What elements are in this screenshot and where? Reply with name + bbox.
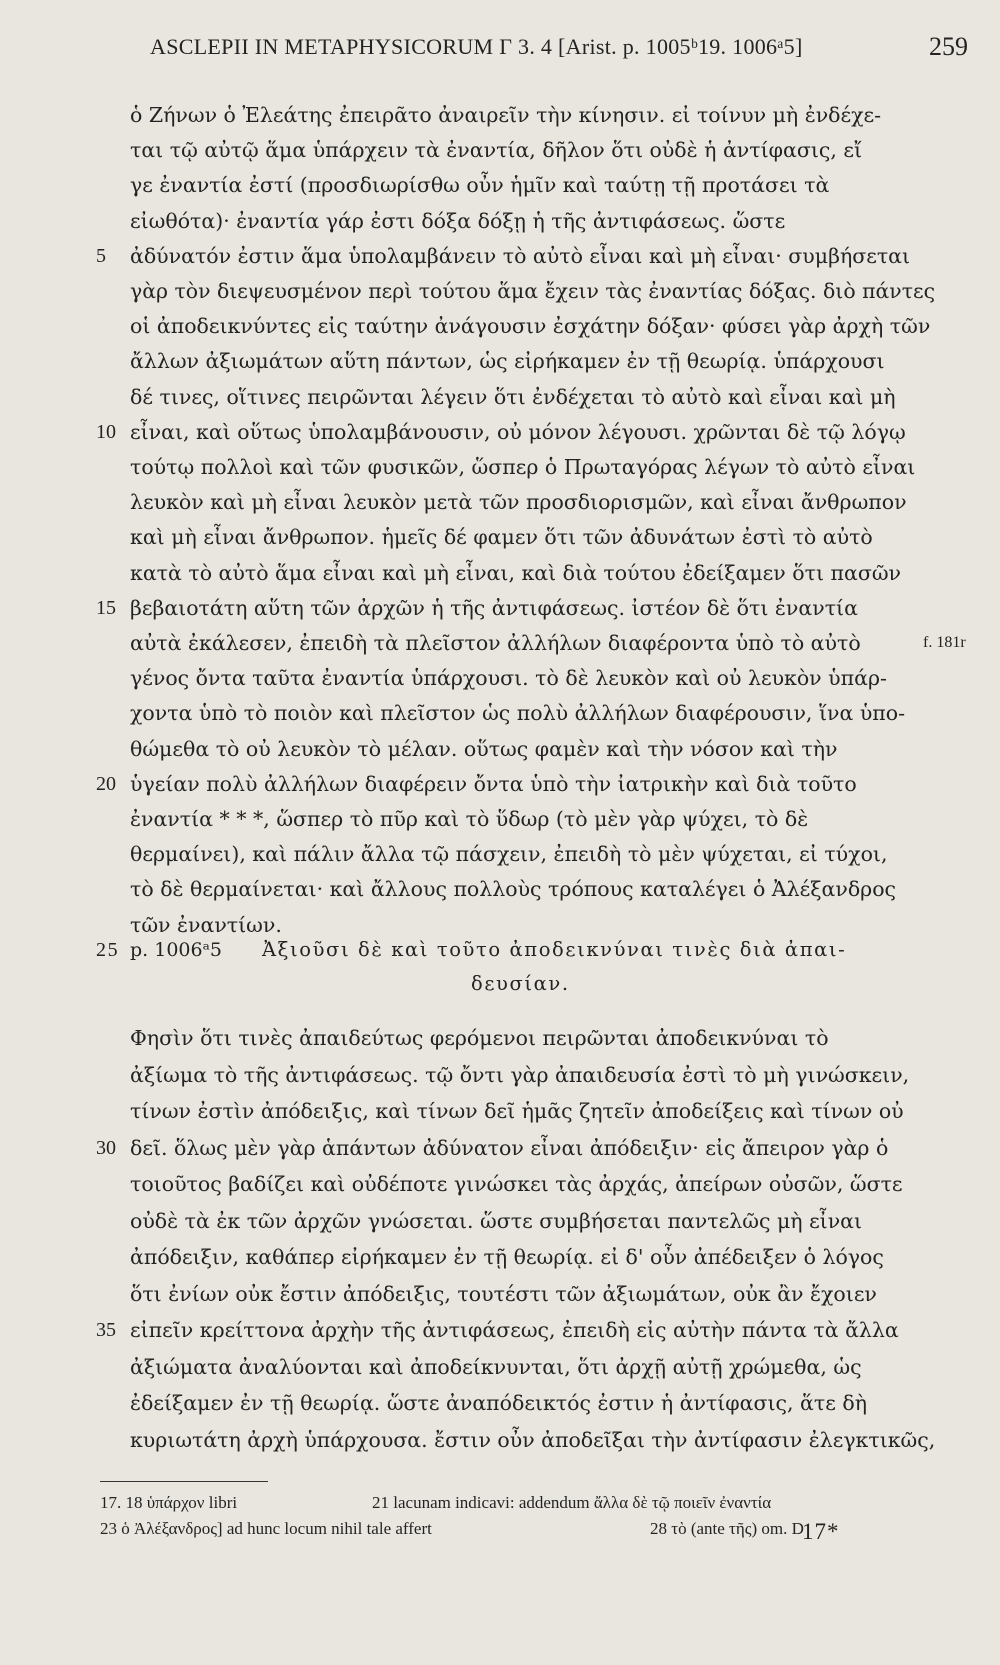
line-text: κυριωτάτη ἀρχὴ ὑπάρχουσα. ἔστιν οὖν ἀποδεῖξαι τὴν ἀντίφασιν ἐλεγκτικῶς, (130, 1427, 936, 1452)
lemma-line-1 (0, 932, 1000, 968)
line-text: κατὰ τὸ αὐτὸ ἅμα εἶναι καὶ μὴ εἶναι, καὶ διὰ τούτου ἐδείξαμεν ὅτι πασῶν (130, 560, 902, 585)
text-line (0, 519, 1000, 555)
line-text: ἀξιώματα ἀναλύονται καὶ ἀποδείκνυνται, ὅτι ἀρχῇ αὐτῇ χρώμεθα, ὡς (130, 1354, 862, 1379)
line-text: ἀπόδειξιν, καθάπερ εἰρήκαμεν ἐν τῇ θεωρίᾳ. εἰ δ' οὖν ἀπέδειξεν ὁ λόγος (130, 1245, 884, 1269)
line-text: ἀδύνατόν ἐστιν ἅμα ὑπολαμβάνειν τὸ αὐτὸ εἶναι καὶ μὴ εἶναι· συμβήσεται (130, 243, 911, 268)
signature-mark: 17* (802, 1519, 840, 1544)
text-line (0, 766, 1000, 802)
line-text: ἀξίωμα τὸ τῆς ἀντιφάσεως. τῷ ὄντι γὰρ ἀπαιδευσία ἐστὶ τὸ μὴ γινώσκειν, (130, 1062, 910, 1087)
line-number: 35 (96, 1319, 116, 1341)
text-line (0, 1166, 1000, 1202)
line-text: εἶναι, καὶ οὕτως ὑπολαμβάνουσιν, οὐ μόνον λέγουσι. χρῶνται δὲ τῷ λόγῳ (130, 419, 906, 444)
text-line (0, 1020, 1000, 1056)
line-text: οὐδὲ τὰ ἐκ τῶν ἀρχῶν γνώσεται. ὥστε συμβήσεται παντελῶς μὴ εἶναι (130, 1208, 863, 1233)
text-line (0, 203, 1000, 239)
text-line (0, 132, 1000, 168)
line-number: 15 (96, 596, 116, 619)
line-text: γένος ὄντα ταῦτα ἐναντία ὑπάρχουσι. τὸ δὲ λευκὸν καὶ οὐ λευκὸν ὑπάρ- (130, 666, 887, 691)
line-text: δεῖ. ὅλως μὲν γὰρ ἁπάντων ἀδύνατον εἶναι ἀπόδειξιν· εἰς ἄπειρον γὰρ ὁ (130, 1135, 889, 1160)
text-line (0, 1422, 1000, 1458)
line-text: ἐδείξαμεν ἐν τῇ θεωρίᾳ. ὥστε ἀναπόδεικτός ἐστιν ἡ ἀντίφασις, ἅτε δὴ (130, 1391, 867, 1415)
line-text: λευκὸν καὶ μὴ εἶναι λευκὸν μετὰ τῶν προσδιορισμῶν, καὶ εἶναι ἄνθρωπον (130, 490, 907, 515)
lemma-text: Ἀξιοῦσι δὲ καὶ τοῦτο ἀποδεικνύναι τινὲς διὰ ἀπαι- (262, 938, 847, 961)
text-line (0, 660, 1000, 696)
line-text: ἄλλων ἀξιωμάτων αὕτη πάντων, ὡς εἰρήκαμεν ἐν τῇ θεωρίᾳ. ὑπάρχουσι (130, 349, 885, 374)
text-line (0, 1239, 1000, 1275)
line-text: ται τῷ αὐτῷ ἅμα ὑπάρχειν τὰ ἐναντία, δῆλον ὅτι οὐδὲ ἡ ἀντίφασις, εἴ (130, 138, 863, 163)
footnote: 23 ὁ Ἀλέξανδρος] ad hunc locum nihil tale affert (100, 1519, 432, 1538)
line-text: ὑγείαν πολὺ ἀλλήλων διαφέρειν ὄντα ὑπὸ τὴν ἰατρικὴν καὶ διὰ τοῦτο (130, 771, 857, 796)
line-text: τίνων ἐστὶν ἀπόδειξις, καὶ τίνων δεῖ ἡμᾶς ζητεῖν ἀποδείξεις καὶ τίνων οὐ (130, 1099, 904, 1123)
text-line (0, 484, 1000, 520)
text-line (0, 449, 1000, 485)
text-line (0, 1385, 1000, 1421)
line-text: τούτῳ πολλοὶ καὶ τῶν φυσικῶν, ὥσπερ ὁ Πρωταγόρας λέγων τὸ αὐτὸ εἶναι (130, 455, 916, 479)
line-text: τοιοῦτος βαδίζει καὶ οὐδέποτε γινώσκει τὰς ἀρχάς, ἀπείρων οὐσῶν, ὥστε (130, 1172, 903, 1196)
text-line (0, 167, 1000, 203)
line-text: εἰπεῖν κρείττονα ἀρχὴν τῆς ἀντιφάσεως, ἐπειδὴ εἰς αὐτὴν πάντα τὰ ἄλλα (130, 1318, 899, 1342)
lemma-text: δευσίαν. (471, 972, 570, 995)
text-line (0, 1203, 1000, 1239)
line-text: καὶ μὴ εἶναι ἄνθρωπον. ἡμεῖς δέ φαμεν ὅτι τῶν ἀδυνάτων ἐστὶ τὸ αὐτὸ (130, 525, 873, 550)
text-line (0, 414, 1000, 450)
running-title: ASCLEPII IN METAPHYSICORUM Γ 3. 4 [Arist. p. 1005ᵇ19. 1006ᵃ5] (150, 34, 803, 59)
line-text: τὸ δὲ θερμαίνεται· καὶ ἄλλους πολλοὺς τρόπους καταλέγει ὁ Ἀλέξανδρος (130, 877, 897, 902)
lemma-line-2 (0, 966, 1000, 1002)
line-text: γε ἐναντία ἐστί (προσδιωρίσθω οὖν ἡμῖν καὶ ταύτῃ τῇ προτάσει τὰ (130, 173, 830, 198)
text-line (0, 238, 1000, 274)
line-text: εἰωθότα)· ἐναντία γάρ ἐστι δόξα δόξῃ ἡ τῆς ἀντιφάσεως. ὥστε (130, 208, 786, 233)
text-line (0, 836, 1000, 872)
text-line (0, 1312, 1000, 1348)
line-number: 25 (96, 939, 120, 961)
footnote: 21 lacunam indicavi: addendum ἄλλα δὲ τῷ ποιεῖν ἐναντία (372, 1493, 772, 1512)
line-number: 10 (96, 420, 116, 443)
line-number: 5 (96, 244, 106, 267)
text-line (0, 379, 1000, 415)
text-line (0, 871, 1000, 907)
line-text: ὅτι ἐνίων οὐκ ἔστιν ἀπόδειξις, τουτέστι τῶν ἀξιωμάτων, οὐκ ἂν ἔχοιεν (130, 1281, 877, 1306)
text-line (0, 343, 1000, 379)
text-line (0, 1130, 1000, 1166)
text-line (0, 1349, 1000, 1385)
text-line (0, 1093, 1000, 1129)
text-line (0, 801, 1000, 837)
page-number: 259 (929, 32, 968, 61)
line-text: χοντα ὑπὸ τὸ ποιὸν καὶ πλεῖστον ὡς πολὺ ἀλλήλων διαφέρουσιν, ἵνα ὑπο- (130, 701, 906, 726)
line-text: ἐναντία * * *, ὥσπερ τὸ πῦρ καὶ τὸ ὕδωρ (τὸ μὲν γὰρ ψύχει, τὸ δὲ (130, 807, 809, 831)
text-line (0, 97, 1000, 133)
line-text: γὰρ τὸν διεψευσμένον περὶ τούτου ἅμα ἔχειν τὰς ἐναντίας δόξας. διὸ πάντες (130, 279, 936, 303)
text-line (0, 590, 1000, 626)
footnote: 28 τὸ (ante τῆς) om. D (650, 1519, 804, 1538)
text-line (0, 308, 1000, 344)
text-line (0, 273, 1000, 309)
footnote-rule (100, 1481, 268, 1482)
page-header (0, 34, 1000, 74)
line-text: ὁ Ζήνων ὁ Ἐλεάτης ἐπειρᾶτο ἀναιρεῖν τὴν κίνησιν. εἰ τοίνυν μὴ ἐνδέχε- (130, 103, 882, 127)
line-text: θερμαίνει), καὶ πάλιν ἄλλα τῷ πάσχειν, ἐπειδὴ τὸ μὲν ψύχεται, εἰ τύχοι, (130, 842, 888, 867)
text-line (0, 625, 1000, 661)
text-line (0, 555, 1000, 591)
text-line (0, 695, 1000, 731)
footnote: 17. 18 ὑπάρχον libri (100, 1493, 238, 1512)
line-text: δέ τινες, οἵτινες πειρῶνται λέγειν ὅτι ἐνδέχεται τὸ αὐτὸ καὶ εἶναι καὶ μὴ (130, 384, 896, 409)
line-text: αὐτὰ ἐκάλεσεν, ἐπειδὴ τὰ πλεῖστον ἀλλήλων διαφέροντα ὑπὸ τὸ αὐτὸ (130, 631, 861, 655)
line-text: τῶν ἐναντίων. (130, 912, 282, 937)
line-text: βεβαιοτάτη αὕτη τῶν ἀρχῶν ἡ τῆς ἀντιφάσεως. ἰστέον δὲ ὅτι ἐναντία (130, 595, 858, 620)
folio-margin-note: f. 181r (923, 634, 966, 651)
text-line (0, 1276, 1000, 1312)
lemma-reference: p. 1006ᵃ5 (130, 939, 223, 961)
line-text: οἱ ἀποδεικνύντες εἰς ταύτην ἀνάγουσιν ἐσχάτην δόξαν· φύσει γὰρ ἀρχὴ τῶν (130, 314, 931, 339)
line-number: 30 (96, 1136, 116, 1159)
text-line (0, 1057, 1000, 1093)
text-line (0, 731, 1000, 767)
line-text: θώμεθα τὸ οὐ λευκὸν τὸ μέλαν. οὕτως φαμὲν καὶ τὴν νόσον καὶ τὴν (130, 736, 838, 761)
line-text: Φησὶν ὅτι τινὲς ἀπαιδεύτως φερόμενοι πειρῶνται ἀποδεικνύναι τὸ (130, 1026, 829, 1050)
line-number: 20 (96, 772, 116, 795)
